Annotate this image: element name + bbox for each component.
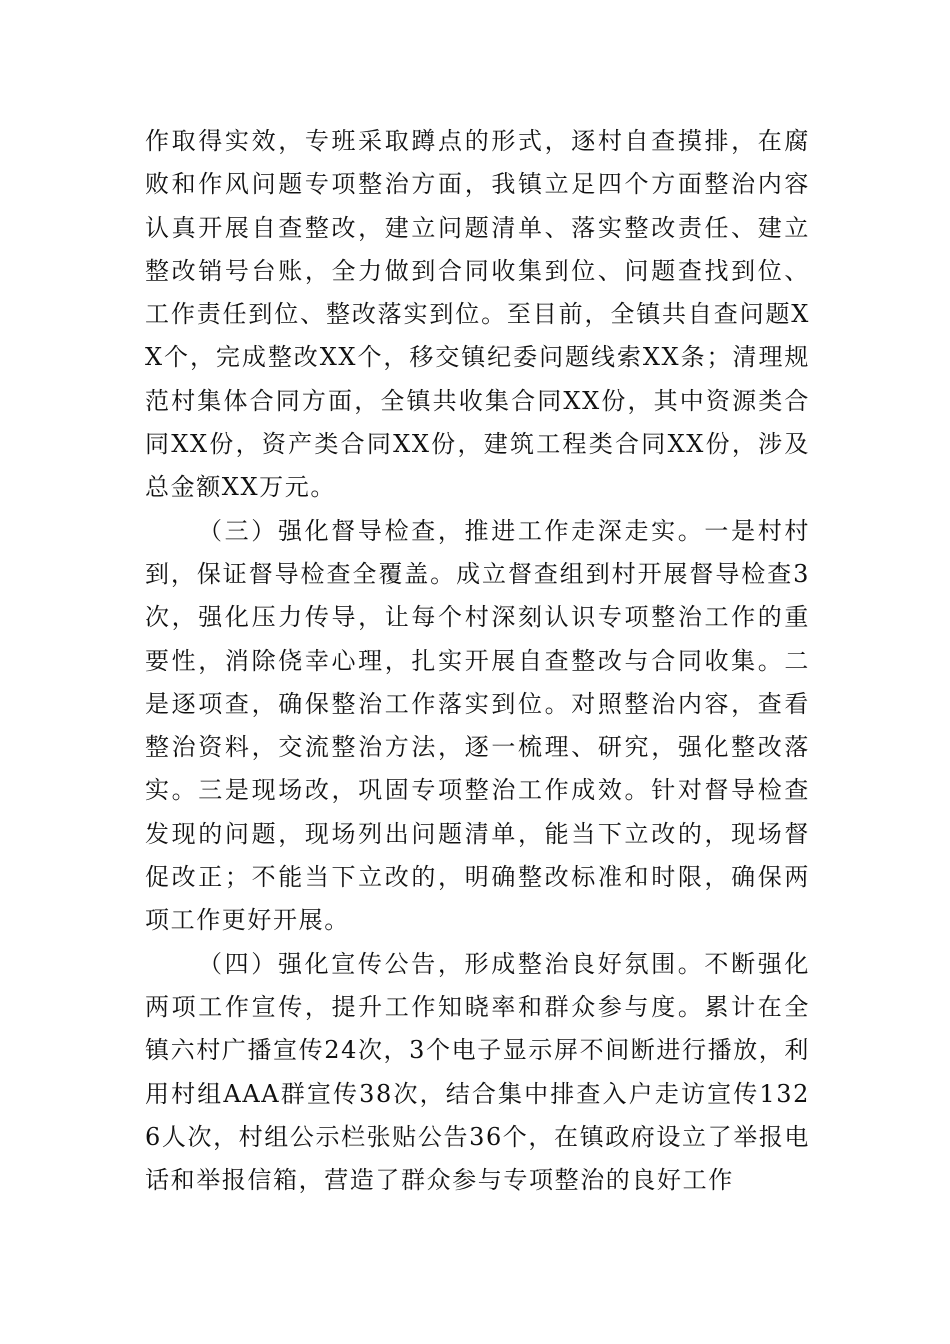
paragraph-section-3: （三）强化督导检查，推进工作走深走实。一是村村到，保证督导检查全覆盖。成立督查组到村开展督导检查3次，强化压力传导，让每个村深刻认识专项整治工作的重要性，消除侥幸心理，扎实开展自查整改与合同收集。二是逐项查，确保整治工作落实到位。对照整治内容，查看整治资料，交流整治方法，逐一梳理、研究，强化整改落实。三是现场改，巩固专项整治工作成效。针对督导检查发现的问题，现场列出问题清单，能当下立改的，现场督促改正；不能当下立改的，明确整改标准和时限，确保两项工作更好开展。 (145, 516, 810, 935)
document-body (145, 120, 810, 1202)
paragraph-section-4: （四）强化宣传公告，形成整治良好氛围。不断强化两项工作宣传，提升工作知晓率和群众参与度。累计在全镇六村广播宣传24次，3个电子显示屏不间断进行播放，利用村组AAA群宣传38次，结合集中排查入户走访宣传1326人次，村组公示栏张贴公告36个，在镇政府设立了举报电话和举报信箱，营造了群众参与专项整治的良好工作 (145, 949, 811, 1195)
paragraph-continued: 作取得实效，专班采取蹲点的形式，逐村自查摸排，在腐败和作风问题专项整治方面，我镇立足四个方面整治内容认真开展自查整改，建立问题清单、落实整改责任、建立整改销号台账，全力做到合同收集到位、问题查找到位、工作责任到位、整改落实到位。至目前，全镇共自查问题XX个，完成整改XX个，移交镇纪委问题线索XX条；清理规范村集体合同方面，全镇共收集合同XX份，其中资源类合同XX份，资产类合同XX份，建筑工程类合同XX份，涉及总金额XX万元。 (145, 127, 810, 502)
